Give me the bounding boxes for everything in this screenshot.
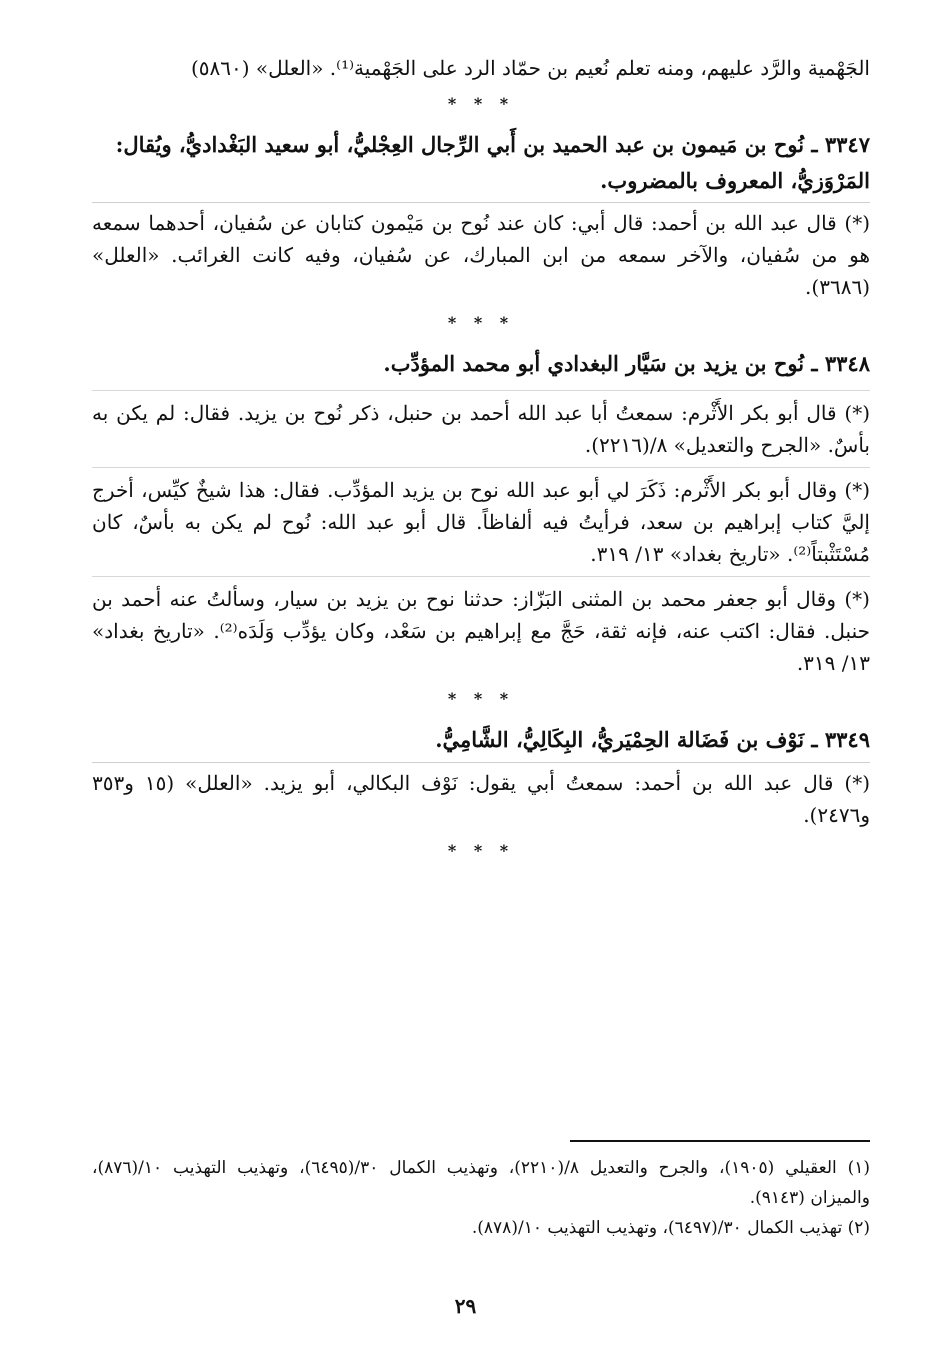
entry-paragraph: (*) قال عبد الله بن أحمد: سمعتُ أبي يقول: نَوْف البكالي، أبو يزيد. «العلل» (١٥ و٣٥٣ و٢٤٧٦). <box>92 770 870 827</box>
entry-3349 <box>92 722 870 831</box>
entry-title: ٣٣٤٧ ـ نُوح بن مَيمون بن عبد الحميد بن أَبي الرِّجال العِجْليُّ، أبو سعيد البَغْداديُّ، ويُقال: المَرْوَزيُّ، المعروف بالمضروب. <box>92 127 870 203</box>
footnote-1: (١) العقيلي (١٩٠٥)، والجرح والتعديل ٨/(٢٢١٠)، وتهذيب الكمال ٣٠/(٦٤٩٥)، وتهذيب التهذيب ١٠/(٨٧٦)، والميزان (٩١٤٣). <box>92 1158 871 1208</box>
footnote-rule <box>570 1140 870 1142</box>
entry-3348 <box>92 346 870 679</box>
separator: * * * <box>447 313 515 333</box>
top-paragraph: الجَهْمية والرَّد عليهم، ومنه تعلم نُعيم بن حمّاد الرد على الجَهْمية⁽¹⁾. «العلل» (٥٨٦٠) <box>190 56 870 80</box>
entry-paragraph: (*) قال أبو بكر الأَثْرم: سمعتُ أبا عبد الله أحمد بن حنبل، ذكر نُوح بن يزيد. فقال: لم يكن به بأسٌ. «الجرح والتعديل» ٨/(٢٢١٦). <box>92 401 870 458</box>
separator: * * * <box>447 840 515 860</box>
entry-title: ٣٣٤٩ ـ نَوْف بن فَضَالة الحِمْيَريُّ، البِكَالِيُّ، الشَّامِيُّ. <box>92 722 870 763</box>
footnotes <box>92 1140 870 1243</box>
entry-paragraph: (*) وقال أبو بكر الأَثْرم: ذَكَرَ لي أبو عبد الله نوح بن يزيد المؤدِّب. فقال: هذا شيخٌ كيِّس، أخرج إليَّ كتاب إبراهيم بن سعد، فرأيتُ فيه ألفاظاً. قال أبو عبد الله: نُوح لم يكن به بأسٌ، كان مُسْتَثْبتاً⁽²⁾. «تاريخ بغداد» ١٣/ ٣١٩. <box>92 478 870 567</box>
divider <box>92 390 870 391</box>
page-body <box>92 52 870 874</box>
divider <box>92 467 870 468</box>
separator: * * * <box>447 689 515 709</box>
footnote-2: (٢) تهذيب الكمال ٣٠/(٦٤٩٧)، وتهذيب التهذيب ١٠/(٨٧٨). <box>471 1217 870 1238</box>
page-number: ٢٩ <box>454 1294 477 1318</box>
entry-title: ٣٣٤٨ ـ نُوح بن يزيد بن سَيَّار البغدادي أبو محمد المؤدِّب. <box>383 351 870 377</box>
entry-paragraph: (*) قال عبد الله بن أحمد: قال أبي: كان عند نُوح بن مَيْمون كتابان عن سُفيان، أحدهما سمعه هو من سُفيان، والآخر سمعه من ابن المبارك، عن سُفيان، وفيه كانت الغرائب. «العلل» (٣٦٨٦). <box>92 211 870 300</box>
separator: * * * <box>447 94 515 113</box>
entry-3347 <box>92 127 870 303</box>
entry-paragraph: (*) وقال أبو جعفر محمد بن المثنى البَزّاز: حدثنا نوح بن يزيد بن سيار، وسألتُ عنه أحمد بن حنبل. فقال: اكتب عنه، فإنه ثقة، حَجَّ مع إبراهيم بن سَعْد، وكان يؤدِّب وَلَدَه⁽²⁾. «تاريخ بغداد» ١٣/ ٣١٩. <box>92 587 870 676</box>
divider <box>92 576 870 577</box>
